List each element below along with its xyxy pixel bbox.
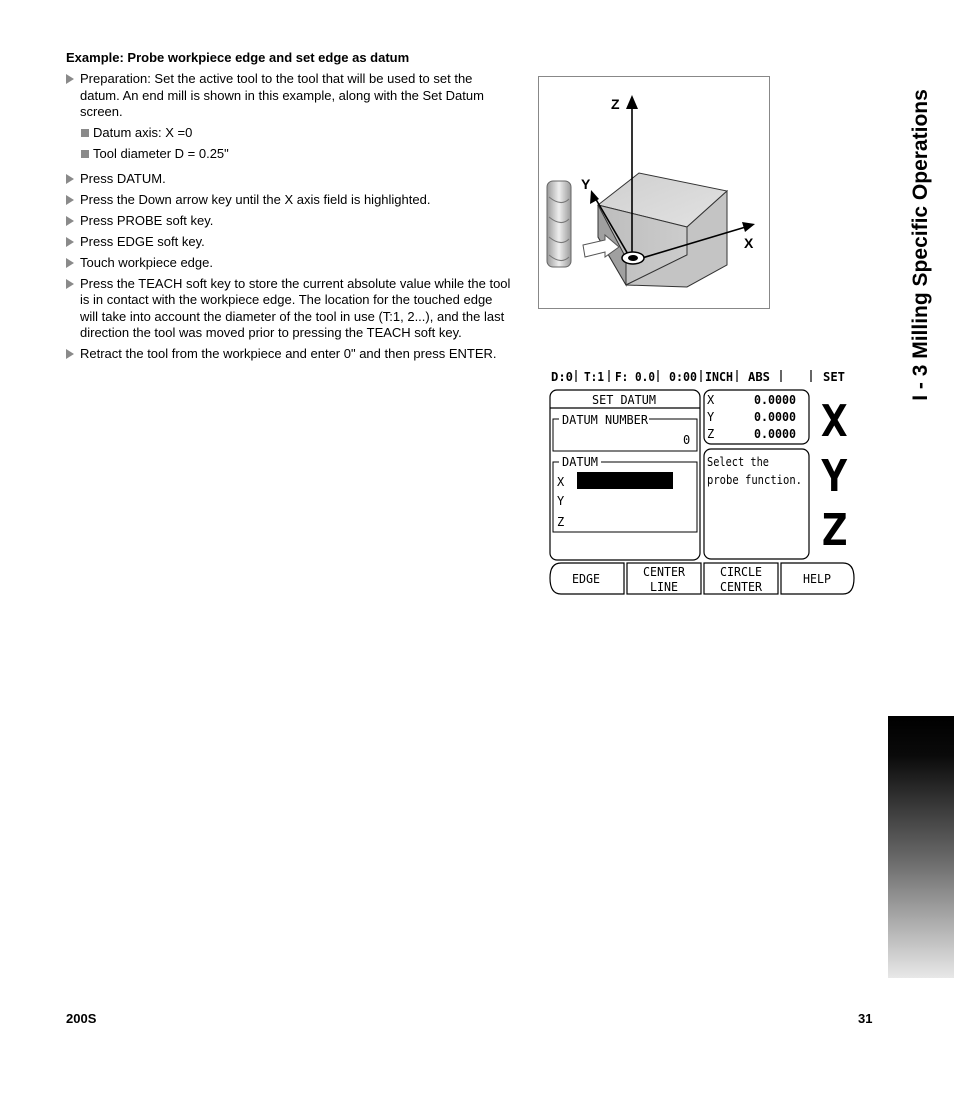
softkey-edge-label: EDGE [572,572,600,586]
step-text: Preparation: Set the active tool to the tool that will be used to set the datum. An end mill is shown in this example, along with the Set Datum screen. [80,71,484,119]
step-item [66,234,512,251]
position-x-axis: X [707,393,715,407]
step-item [66,255,512,272]
screen-title: SET DATUM [592,393,656,407]
step-text: Press the TEACH soft key to store the current absolute value while the tool is in contact with the workpiece edge. The location for the touched edge will take into account the diameter of the tool in use (T:1, 2...), and the last direction the tool was moved prior to pressing the TEACH soft key. [80,275,511,340]
page-number: 31 [858,1011,873,1026]
arrow-bullet-icon [66,74,74,84]
end-mill-tool [547,181,571,267]
step-text: Touch workpiece edge. [80,254,213,270]
z-axis-arrowhead [626,95,638,109]
big-axis-x: X [821,396,848,447]
arrow-bullet-icon [66,237,74,247]
substep-item [66,146,512,163]
footer-product: 200S [66,1011,97,1026]
datum-axis-x-label: X [557,475,565,489]
step-item [66,171,512,188]
step-item [66,192,512,209]
step-text: Press EDGE soft key. [80,233,205,249]
x-axis-arrowhead [742,222,755,232]
x-axis-label: X [744,235,754,251]
step-text: Press PROBE soft key. [80,212,214,228]
softkey-center-line-label-1: CENTER [643,565,686,579]
arrow-bullet-icon [66,195,74,205]
status-set: SET [823,370,845,384]
position-y-axis: Y [707,410,715,424]
message-line-2: probe function. [707,473,802,487]
position-y-value: 0.0000 [754,410,796,424]
datum-label: DATUM [562,455,598,469]
arrow-bullet-icon [66,258,74,268]
step-item [66,213,512,230]
datum-axis-y-label: Y [557,494,565,508]
substep-text: Tool diameter D = 0.25" [93,146,229,161]
chapter-side-title: I - 3 Milling Specific Operations [909,89,932,401]
datum-axis-z-label: Z [557,515,565,529]
y-axis-label: Y [581,176,591,192]
status-tool: T:1 [584,370,604,384]
softkey-help-label: HELP [803,572,831,586]
step-item [66,276,512,342]
lcd-svg [549,366,859,598]
square-bullet-icon [81,129,89,137]
arrow-bullet-icon [66,174,74,184]
probe-diagram-svg [539,77,769,308]
softkey-circle-center-label-2: CENTER [720,580,763,594]
datum-number-label: DATUM NUMBER [562,413,649,427]
z-axis-label: Z [611,96,620,112]
softkey-center-line-label-2: LINE [650,580,678,594]
step-item [66,71,512,121]
step-text: Retract the tool from the workpiece and enter 0" and then press ENTER. [80,346,497,361]
datum-x-field-highlighted[interactable] [577,472,673,489]
status-unit: INCH [705,370,733,384]
message-line-1: Select the [707,455,769,469]
section-heading: Example: Probe workpiece edge and set edge as datum [66,50,410,65]
step-text: Press the Down arrow key until the X axis field is highlighted. [80,191,431,207]
big-axis-y: Y [821,451,848,502]
position-z-axis: Z [707,427,715,441]
step-item [66,346,512,363]
preparation-sublist [66,125,512,163]
arrow-bullet-icon [66,349,74,359]
set-datum-screen [549,366,859,598]
substep-text: Datum axis: X =0 [93,125,193,140]
probe-edge-illustration [538,76,770,309]
position-z-value: 0.0000 [754,427,796,441]
big-axis-z: Z [821,505,848,556]
arrow-bullet-icon [66,279,74,289]
chapter-thumb-tab [888,716,954,978]
arrow-bullet-icon [66,216,74,226]
datum-number-value[interactable]: 0 [683,433,691,447]
status-datum: D:0 [551,370,573,384]
softkey-circle-center-label-1: CIRCLE [720,565,762,579]
status-feed: F: 0.0 [615,370,655,384]
square-bullet-icon [81,150,89,158]
instruction-list [66,71,512,367]
step-text: Press DATUM. [80,170,166,186]
substep-item [66,125,512,142]
status-time: 0:00 [669,370,697,384]
status-mode: ABS [748,370,770,384]
position-x-value: 0.0000 [754,393,796,407]
